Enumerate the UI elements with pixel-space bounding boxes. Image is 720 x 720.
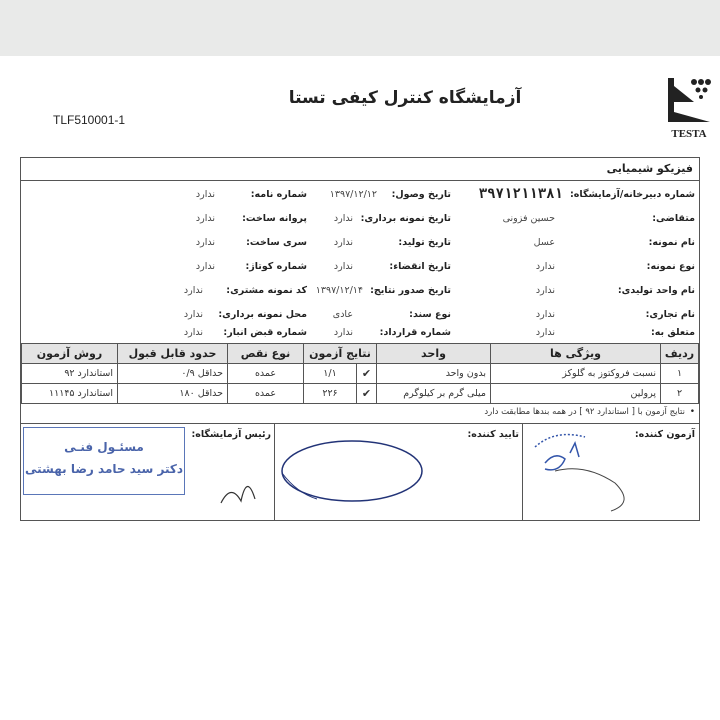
page-title: آزمایشگاه کنترل کیفی تستا <box>288 88 522 108</box>
row-number: ۲ <box>661 384 699 404</box>
unit: بدون واحد <box>377 364 491 384</box>
check-icon: ✔ <box>357 384 377 404</box>
lab-head-signature-icon <box>211 463 271 513</box>
approver-signature-icon <box>277 433 427 513</box>
field-sample-name: نام نمونه: عسل <box>533 236 695 248</box>
test-method: استاندارد ۹۲ <box>22 364 118 384</box>
field-sample-type: نوع نمونه: ندارد <box>535 260 695 272</box>
defect-type: عمده <box>228 384 304 404</box>
conformity-note: نتایج آزمون با [ استاندارد ۹۲ ] در همه بندها مطابقت دارد <box>484 407 685 417</box>
table-row <box>22 384 699 404</box>
col-acceptable-limit: حدود قابل قبول <box>118 344 228 364</box>
tester-label: آزمون کننده: <box>634 429 695 440</box>
bullet-icon: • <box>689 407 695 417</box>
field-document-type: نوع سند: عادی <box>332 308 451 320</box>
signature-area <box>21 423 699 520</box>
acceptable-limit: حداقل ۰/۹ <box>118 364 228 384</box>
field-production-unit: نام واحد تولیدی: ندارد <box>535 284 695 296</box>
logo-graphic-icon <box>664 72 714 124</box>
table-header-row <box>22 344 699 364</box>
approver-label: تایید کننده: <box>467 429 519 440</box>
field-sampling-date: تاریخ نمونه برداری: ندارد <box>333 212 451 224</box>
feature: پرولین <box>491 384 661 404</box>
field-letter-number: شماره نامه: ندارد <box>195 188 307 200</box>
technical-officer-stamp: مسئـول فنـی دکتر سید حامد رضا بهشتی <box>23 427 185 495</box>
testa-logo <box>664 72 714 140</box>
lab-head-label: رئیس آزمایشگاه: <box>191 429 271 440</box>
results-table <box>21 343 699 404</box>
row-number: ۱ <box>661 364 699 384</box>
document-number: TLF510001-1 <box>53 113 126 127</box>
col-row-number: ردیف <box>661 344 699 364</box>
report-sheet <box>20 157 700 521</box>
field-customs-number: شماره کوتاژ: ندارد <box>195 260 307 272</box>
field-sampling-location: محل نمونه برداری: ندارد <box>183 308 307 320</box>
col-feature: ویژگی ها <box>491 344 661 364</box>
field-receipt-date: تاریخ وصول: ۱۳۹۷/۱۲/۱۲ <box>329 188 451 200</box>
field-production-date: تاریخ تولید: ندارد <box>333 236 451 248</box>
divider <box>21 180 699 181</box>
section-title: فیزیکو شیمیایی <box>606 162 693 175</box>
field-brand-name: نام تجاری: ندارد <box>535 308 695 320</box>
col-unit: واحد <box>377 344 491 364</box>
feature: نسبت فروکتوز به گلوکز <box>491 364 661 384</box>
table-row <box>22 364 699 384</box>
top-bar <box>0 0 720 56</box>
defect-type: عمده <box>228 364 304 384</box>
logo-text: TESTA <box>671 128 707 140</box>
field-warehouse-receipt: شماره قبض انبار: ندارد <box>183 326 307 338</box>
field-result-date: تاریخ صدور نتایج: ۱۳۹۷/۱۲/۱۴ <box>315 284 451 296</box>
field-contract-number: شماره قرارداد: ندارد <box>333 326 451 338</box>
tester-signature-icon <box>515 423 665 520</box>
field-manufacturing-license: پروانه ساخت: ندارد <box>195 212 307 224</box>
result: ۲۲۶ <box>304 384 357 404</box>
col-defect-type: نوع نقص <box>228 344 304 364</box>
col-test-method: روش آزمون <box>22 344 118 364</box>
unit: میلی گرم بر کیلوگرم <box>377 384 491 404</box>
col-result: نتایج آزمون <box>304 344 377 364</box>
field-expiry-date: تاریخ انقضاء: ندارد <box>333 260 451 272</box>
field-belongs-to: متعلق به: ندارد <box>535 326 695 338</box>
field-customer-sample-code: کد نمونه مشتری: ندارد <box>183 284 307 296</box>
result: ۱/۱ <box>304 364 357 384</box>
field-batch-series: سری ساخت: ندارد <box>195 236 307 248</box>
test-method: استاندارد ۱۱۱۴۵ <box>22 384 118 404</box>
field-lab-number: شماره دبیرخانه/آزمایشگاه: ۳۹۷۱۲۱۱۳۸۱ <box>478 186 695 202</box>
field-applicant: متقاضی: حسین فزونی <box>502 212 695 224</box>
acceptable-limit: حداقل ۱۸۰ <box>118 384 228 404</box>
check-icon: ✔ <box>357 364 377 384</box>
divider <box>274 423 275 520</box>
